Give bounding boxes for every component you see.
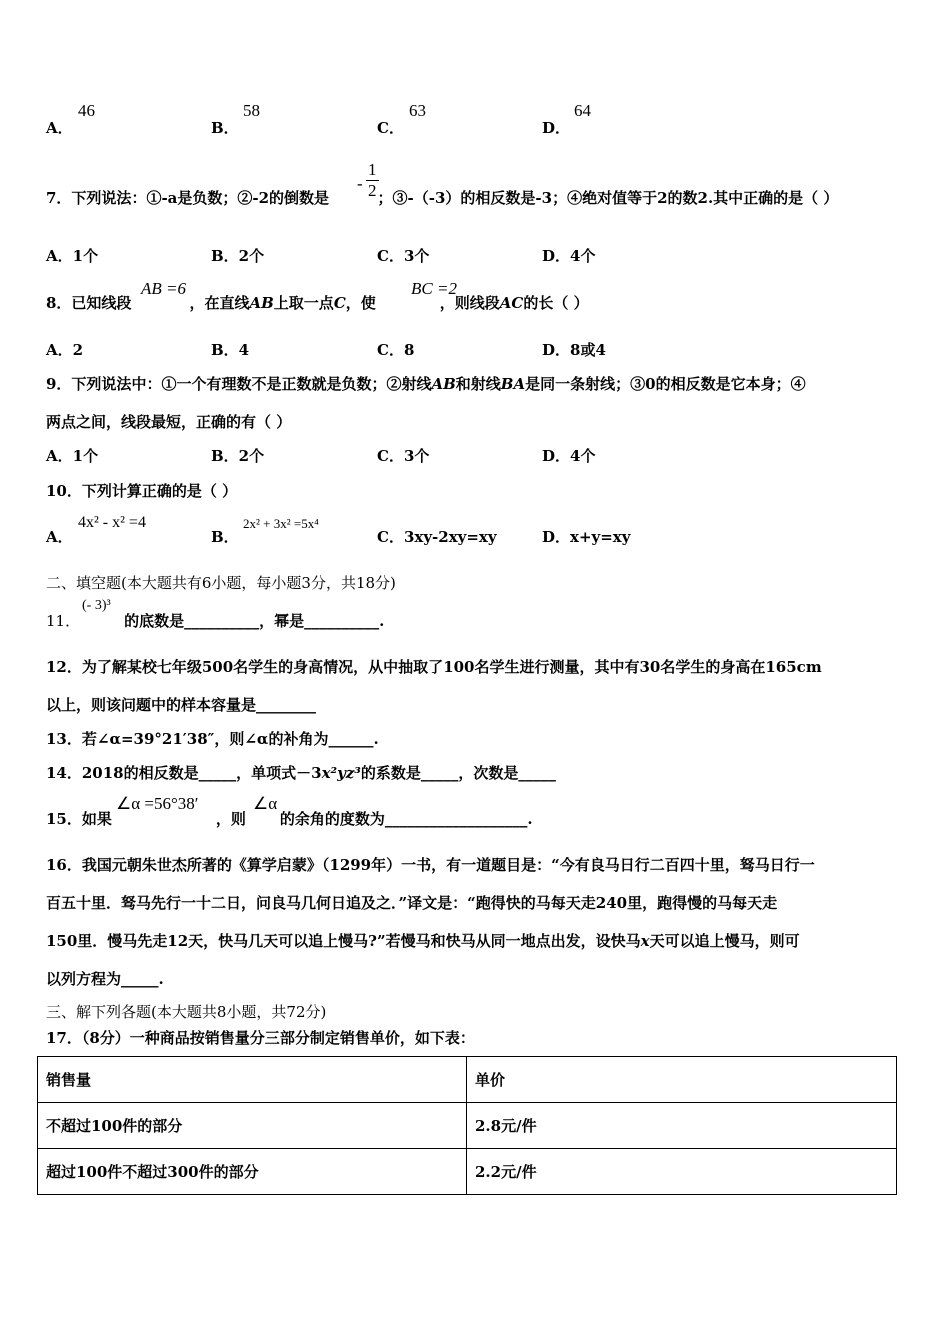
q6-option-a-label: A． <box>46 119 73 137</box>
q16-line-1: 16．我国元朝朱世杰所著的《算学启蒙》（1299年）一书，有一道题目是：“今有良马日行二百四十里，驽马日行一 <box>46 856 815 874</box>
q9-option-b: B．2个 <box>211 447 265 465</box>
table-row <box>38 1103 897 1149</box>
q16-line-3 <box>46 930 800 951</box>
table-header-quantity: 销售量 <box>38 1057 467 1103</box>
q15-mid: ，则 <box>215 810 246 828</box>
section-2-heading: 二、填空题(本大题共有6小题，每小题3分，共18分) <box>46 574 396 592</box>
q14-stem <box>46 762 556 783</box>
q6-option-b-label: B． <box>211 119 239 137</box>
q10-option-c: C．3xy-2xy=xy <box>377 528 497 546</box>
q16-line-2: 百五十里．驽马先行一十二日，问良马几何日追及之．”译文是：“跑得快的马每天走240里，跑得慢的马每天走 <box>46 894 778 912</box>
q17-stem: 17．（8分）一种商品按销售量分三部分制定销售单价，如下表： <box>46 1029 475 1047</box>
q11-text: 的底数是__________，幂是__________. <box>124 612 385 630</box>
q9-ab: AB <box>431 375 456 393</box>
table-cell: 超过100件不超过300件的部分 <box>38 1149 467 1195</box>
table-row <box>38 1149 897 1195</box>
q15-angle-equation: ∠α =56°38′ <box>116 794 199 813</box>
q7-option-a: A．1个 <box>46 247 99 265</box>
table-cell: 不超过100件的部分 <box>38 1103 467 1149</box>
q10-option-a-label: A． <box>46 528 73 546</box>
price-table <box>37 1056 897 1195</box>
q7-fraction-sign: - <box>357 174 363 193</box>
q16-variable-x: x <box>640 932 650 950</box>
q16-line3-post: 天可以追上慢马，则可 <box>649 932 800 950</box>
q8-stem <box>46 292 589 313</box>
q6-option-d-label: D． <box>542 119 571 137</box>
q16-line-4: 以列方程为_____. <box>46 970 164 988</box>
q16-line3-pre: 150里．慢马先走12天，快马几天可以追上慢马?”若慢马和快马从同一地点出发，设快马 <box>46 932 641 950</box>
q7-stem-post: ；③-（-3）的相反数是-3；④绝对值等于2的数2.其中正确的是（ ） <box>377 189 839 207</box>
q9-line1-post: 是同一条射线；③0的相反数是它本身；④ <box>525 375 806 393</box>
q7-option-d: D．4个 <box>542 247 596 265</box>
table-cell: 2.2元/件 <box>467 1149 897 1195</box>
q8-c: C <box>333 294 346 312</box>
q9-option-c: C．3个 <box>377 447 430 465</box>
q10-option-b-expression: 2x² + 3x² =5x⁴ <box>243 516 319 531</box>
q15-number: 15．如果 <box>46 810 112 828</box>
table-header-unit-price: 单价 <box>467 1057 897 1103</box>
q14-pre: 14．2018的相反数是_____，单项式－3 <box>46 764 322 782</box>
q15-angle: ∠α <box>253 794 278 813</box>
q12-line-1: 12．为了解某校七年级500名学生的身高情况，从中抽取了100名学生进行测量，其中有30名学生的身高在165cm <box>46 658 822 676</box>
q7-stem-pre: 7．下列说法：①-a是负数；②-2的倒数是 <box>46 189 330 207</box>
q8-text-3: ，使 <box>345 294 376 312</box>
q8-tail: 的长（ ） <box>523 294 589 312</box>
q6-option-c-label: C． <box>377 119 404 137</box>
q10-option-d: D．x+y=xy <box>542 528 631 546</box>
q8-text-2: 上取一点 <box>273 294 334 312</box>
q14-term: x²yz³ <box>321 764 361 782</box>
q8-ab: AB <box>249 294 274 312</box>
q8-bc-equation: BC =2 <box>411 279 457 298</box>
q9-line-1 <box>46 373 806 394</box>
q6-option-b-value: 58 <box>243 101 260 120</box>
table-cell: 2.8元/件 <box>467 1103 897 1149</box>
q7-fraction-denominator: 2 <box>368 181 377 200</box>
q10-option-a-expression: 4x² - x² =4 <box>78 514 146 531</box>
q8-ab-equation: AB =6 <box>141 279 186 298</box>
q9-option-d: D．4个 <box>542 447 596 465</box>
q8-ac: AC <box>499 294 524 312</box>
q7-fraction <box>366 160 379 201</box>
q15-tail: 的余角的度数为___________________. <box>279 810 533 828</box>
q6-option-c-value: 63 <box>409 101 426 120</box>
q11-base-expression: (- 3)³ <box>82 598 111 613</box>
table-row <box>38 1057 897 1103</box>
q6-option-a-value: 46 <box>78 101 95 120</box>
q7-option-c: C．3个 <box>377 247 430 265</box>
q7-option-b: B．2个 <box>211 247 265 265</box>
section-3-heading: 三、解下列各题(本大题共8小题，共72分) <box>46 1003 327 1021</box>
q13-stem: 13．若∠α=39°21′38″，则∠α的补角为______. <box>46 730 379 748</box>
q6-option-d-value: 64 <box>574 101 591 120</box>
q8-text-1: ，在直线 <box>189 294 250 312</box>
q7-stem <box>46 187 838 208</box>
q9-option-a: A．1个 <box>46 447 99 465</box>
q8-number: 8．已知线段 <box>46 294 132 312</box>
q7-fraction-numerator: 1 <box>368 160 377 179</box>
q9-ba: BA <box>500 375 526 393</box>
q8-option-a: A．2 <box>46 341 84 359</box>
q12-line-2: 以上，则该问题中的样本容量是________ <box>46 696 317 714</box>
q10-stem: 10．下列计算正确的是（ ） <box>46 482 238 500</box>
q10-option-b-label: B． <box>211 528 239 546</box>
q8-text-4: ，则线段 <box>439 294 500 312</box>
q11-number: 11． <box>46 612 81 630</box>
q14-post: 的系数是_____，次数是_____ <box>360 764 556 782</box>
q9-line-2: 两点之间，线段最短，正确的有（ ） <box>46 413 292 431</box>
q8-option-d: D．8或4 <box>542 341 606 359</box>
q9-line1-mid: 和射线 <box>455 375 501 393</box>
q8-option-c: C．8 <box>377 341 415 359</box>
q9-line1-pre: 9．下列说法中：①一个有理数不是正数就是负数；②射线 <box>46 375 432 393</box>
q8-option-b: B．4 <box>211 341 250 359</box>
